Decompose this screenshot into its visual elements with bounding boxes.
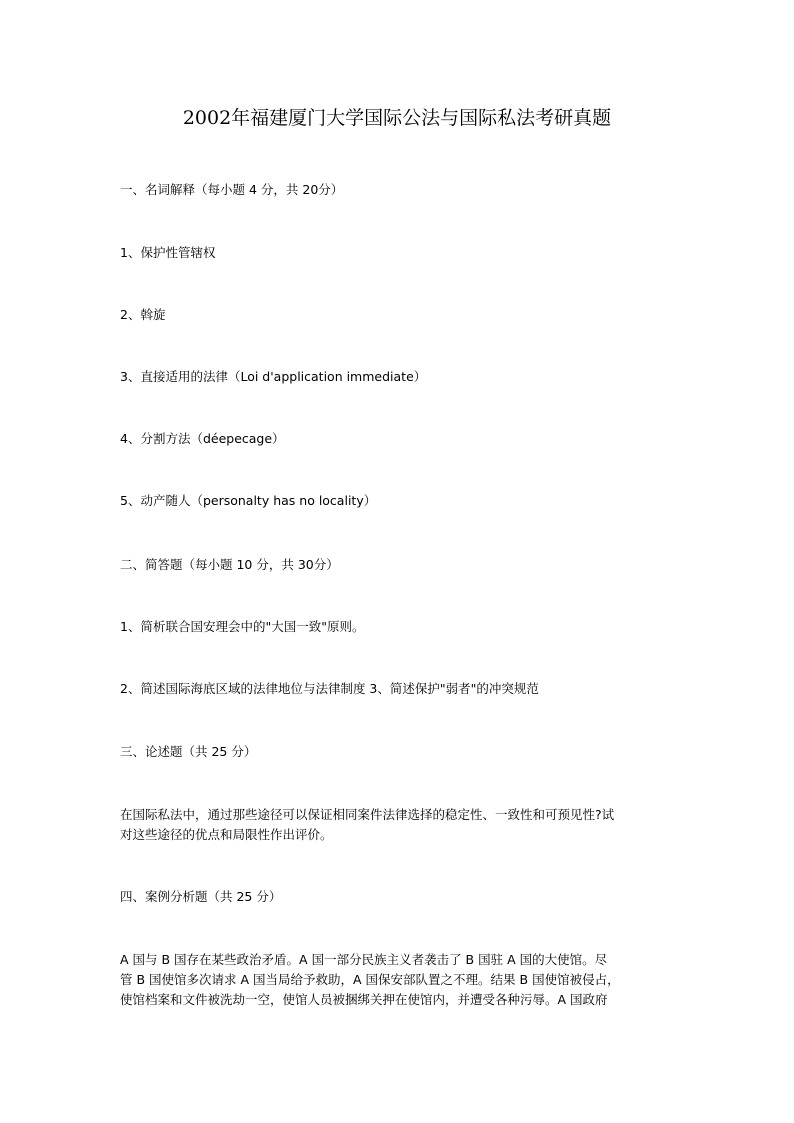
section-3-line-2: 对这些途径的优点和局限性作出评价。: [120, 827, 333, 842]
section-1-item-3: 3、直接适用的法律（Loi d'application immediate）: [120, 369, 427, 384]
section-1-item-4: 4、分割方法（déepecage）: [120, 431, 285, 446]
section-1-heading: 一、名词解释（每小题 4 分，共 20分）: [120, 182, 344, 197]
section-2-item-2: 2、简述国际海底区域的法律地位与法律制度 3、简述保护"弱者"的冲突规范: [120, 681, 539, 696]
section-4-line-1: A 国与 B 国存在某些政治矛盾。A 国一部分民族主义者袭击了 B 国驻 A 国的大使馆。尽: [120, 952, 608, 967]
section-2-heading: 二、简答题（每小题 10 分，共 30分）: [120, 557, 339, 572]
section-3-heading: 三、论述题（共 25 分）: [120, 744, 257, 759]
section-1-item-5: 5、动产随人（personalty has no locality）: [120, 493, 377, 508]
section-3-line-1: 在国际私法中，通过那些途径可以保证相同案件法律选择的稳定性、一致性和可预见性?试: [120, 807, 615, 822]
section-4-heading: 四、案例分析题（共 25 分）: [120, 889, 282, 904]
document-title: 2002年福建厦门大学国际公法与国际私法考研真题: [182, 107, 612, 129]
section-2-item-1: 1、简析联合国安理会中的"大国一致"原则。: [120, 619, 365, 634]
section-4-line-3: 使馆档案和文件被洗劫一空，使馆人员被捆绑关押在使馆内，并遭受各种污辱。A 国政府: [120, 992, 608, 1007]
section-3-question: [120, 805, 678, 845]
section-4-case: [120, 950, 678, 1010]
section-1-item-2: 2、斡旋: [120, 307, 166, 322]
section-4-line-2: 管 B 国使馆多次请求 A 国当局给予救助，A 国保安部队置之不理。结果 B 国使馆被侵占，: [120, 972, 620, 987]
section-1-item-1: 1、保护性管辖权: [120, 245, 216, 260]
